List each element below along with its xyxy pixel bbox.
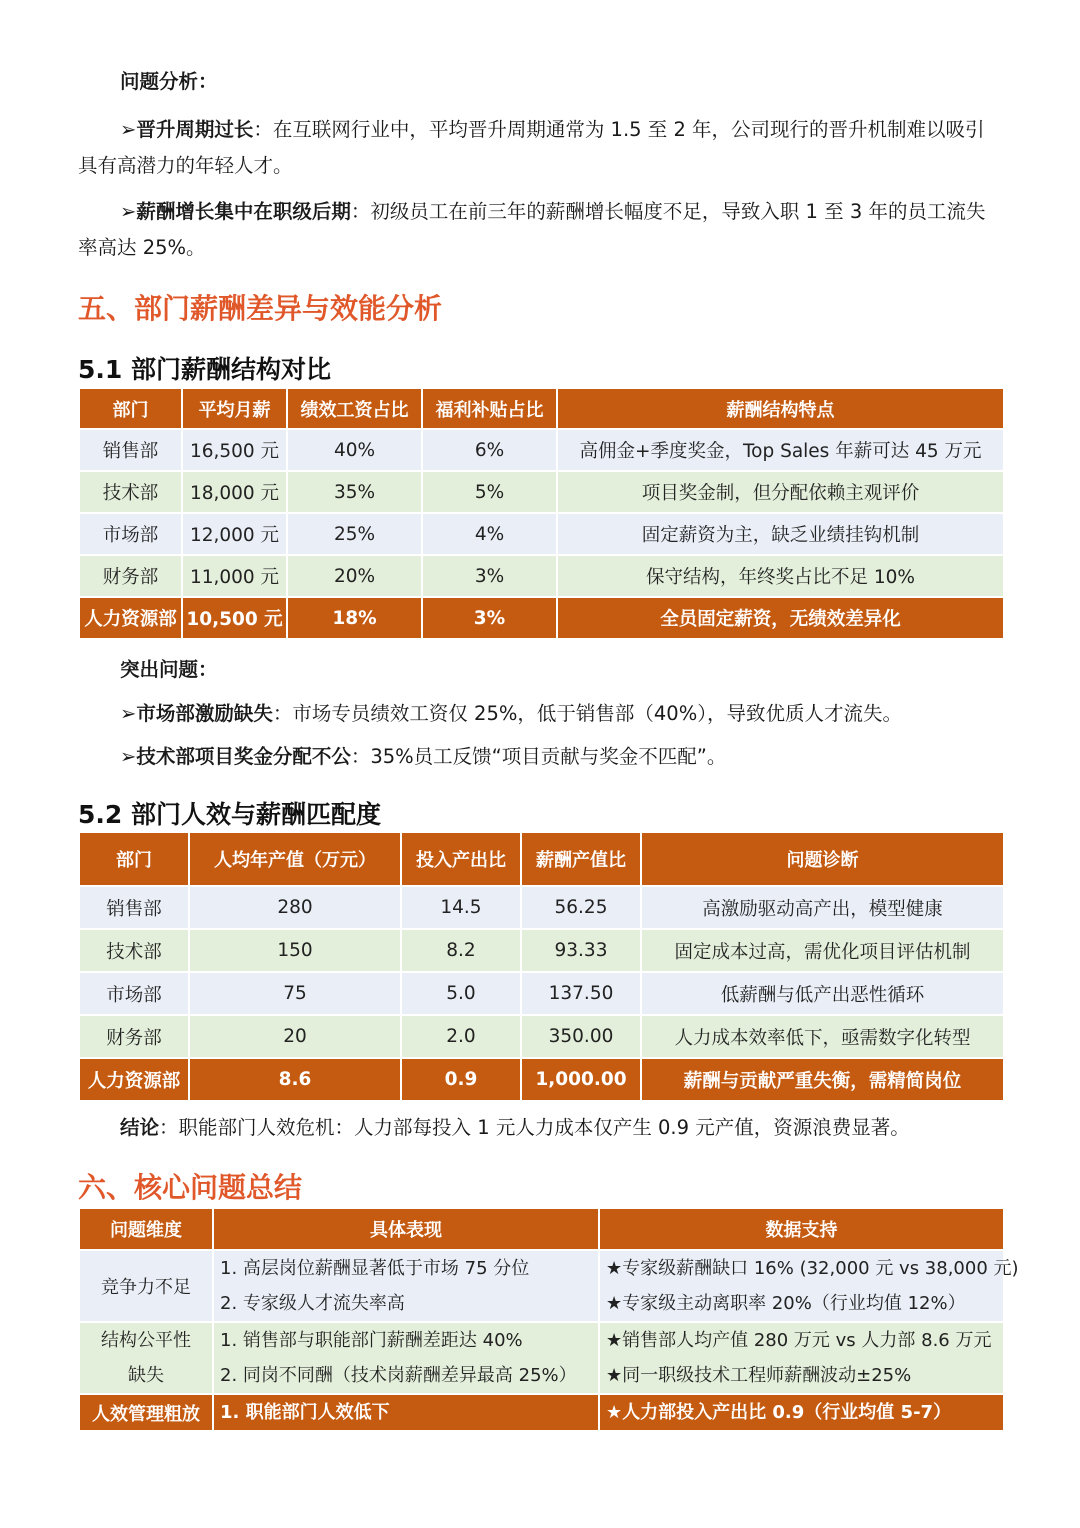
- data-support-cell: [599, 1394, 1004, 1431]
- table-cell: 保守结构，年终奖占比不足 10%: [557, 555, 1004, 597]
- conclusion-title: 结论: [120, 1116, 160, 1139]
- column-header: 薪酬结构特点: [557, 388, 1004, 429]
- issue-1-text: ：市场专员绩效工资仅 25%，低于销售部（40%），导致优质人才流失。: [272, 702, 902, 725]
- table-cell: 市场部: [79, 972, 189, 1015]
- table-cell: 1,000.00: [521, 1058, 641, 1101]
- table-cell: 6%: [422, 429, 557, 471]
- table-row: [79, 429, 1004, 471]
- table-row: [79, 1322, 1004, 1394]
- table-cell: 5.0: [401, 972, 521, 1015]
- table-cell: 20%: [287, 555, 422, 597]
- data-support-line: ★专家级主动离职率 20%（行业均值 12%）: [606, 1293, 966, 1314]
- table-cell: 40%: [287, 429, 422, 471]
- table-cell: 财务部: [79, 555, 182, 597]
- efficiency-table-wrap: [78, 831, 1005, 1102]
- dimension-cell: 结构公平性缺失: [79, 1322, 213, 1394]
- table-cell: 18%: [287, 597, 422, 639]
- summary-table: [78, 1207, 1019, 1432]
- analysis-point-1: [78, 112, 1003, 184]
- table-row: [79, 1250, 1004, 1322]
- issue-2: [78, 739, 1003, 775]
- table-row: [79, 1015, 1004, 1058]
- performance-line: 1. 销售部与职能部门薪酬差距达 40%: [220, 1330, 523, 1351]
- performance-cell: [213, 1394, 599, 1431]
- analysis-point-1-text: ：在互联网行业中，平均晋升周期通常为 1.5 至 2 年，公司现行的晋升机制难以吸引具有高潜力的年轻人才。: [78, 118, 985, 177]
- column-header: 绩效工资占比: [287, 388, 422, 429]
- table-cell: 市场部: [79, 513, 182, 555]
- column-header: 薪酬产值比: [521, 832, 641, 886]
- performance-cell: [213, 1250, 599, 1322]
- analysis-heading: 问题分析：: [120, 70, 218, 93]
- issues-heading: 突出问题：: [120, 658, 218, 681]
- table-cell: 固定成本过高，需优化项目评估机制: [641, 929, 1004, 972]
- table-cell: 16,500 元: [182, 429, 287, 471]
- table-cell: 137.50: [521, 972, 641, 1015]
- table-cell: 人力成本效率低下，亟需数字化转型: [641, 1015, 1004, 1058]
- table-cell: 25%: [287, 513, 422, 555]
- table-cell: 75: [189, 972, 401, 1015]
- table-cell: 销售部: [79, 886, 189, 929]
- table-row: [79, 555, 1004, 597]
- analysis-point-2-title: ➢薪酬增长集中在职级后期: [120, 200, 351, 223]
- column-header: 部门: [79, 832, 189, 886]
- column-header: 问题维度: [79, 1208, 213, 1250]
- table-cell: 低薪酬与低产出恶性循环: [641, 972, 1004, 1015]
- table-cell: 8.6: [189, 1058, 401, 1101]
- table-cell: 2.0: [401, 1015, 521, 1058]
- data-support-cell: [599, 1250, 1019, 1322]
- table-header-row: [79, 1208, 1004, 1250]
- table-cell: 20: [189, 1015, 401, 1058]
- data-support-cell: [599, 1322, 1004, 1394]
- performance-line: 1. 高层岗位薪酬显著低于市场 75 分位: [220, 1258, 530, 1279]
- table-cell: 固定薪资为主，缺乏业绩挂钩机制: [557, 513, 1004, 555]
- table-cell: 技术部: [79, 471, 182, 513]
- table-cell: 项目奖金制，但分配依赖主观评价: [557, 471, 1004, 513]
- performance-cell: [213, 1322, 599, 1394]
- table-cell: 全员固定薪资，无绩效差异化: [557, 597, 1004, 639]
- performance-line: 2. 同岗不同酬（技术岗薪酬差异最高 25%）: [220, 1365, 577, 1386]
- issue-2-text: ：35%员工反馈“项目贡献与奖金不匹配”。: [350, 745, 727, 768]
- column-header: 平均月薪: [182, 388, 287, 429]
- table-cell: 人力资源部: [79, 1058, 189, 1101]
- column-header: 福利补贴占比: [422, 388, 557, 429]
- table-cell: 高激励驱动高产出，模型健康: [641, 886, 1004, 929]
- salary-structure-table: [78, 387, 1005, 640]
- analysis-point-2-text: ：初级员工在前三年的薪酬增长幅度不足，导致入职 1 至 3 年的员工流失率高达 25%。: [78, 200, 986, 259]
- section-6-title: 六、核心问题总结: [78, 1171, 303, 1204]
- efficiency-table: [78, 831, 1005, 1102]
- table-cell: 14.5: [401, 886, 521, 929]
- table-cell: 280: [189, 886, 401, 929]
- table-row: [79, 929, 1004, 972]
- data-support-line: ★销售部人均产值 280 万元 vs 人力部 8.6 万元: [606, 1330, 992, 1351]
- table-cell: 18,000 元: [182, 471, 287, 513]
- table-cell: 3%: [422, 597, 557, 639]
- table-header-row: [79, 832, 1004, 886]
- column-header: 人均年产值（万元）: [189, 832, 401, 886]
- issue-1: [78, 696, 1003, 732]
- table-cell: 12,000 元: [182, 513, 287, 555]
- column-header: 部门: [79, 388, 182, 429]
- performance-line: 2. 专家级人才流失率高: [220, 1293, 405, 1314]
- analysis-point-1-title: ➢晋升周期过长: [120, 118, 254, 141]
- summary-table-wrap: [78, 1207, 1019, 1432]
- column-header: 投入产出比: [401, 832, 521, 886]
- analysis-block: [78, 64, 1003, 266]
- column-header: 数据支持: [599, 1208, 1004, 1250]
- table-cell: 财务部: [79, 1015, 189, 1058]
- table-row: [79, 1058, 1004, 1101]
- table-cell: 150: [189, 929, 401, 972]
- table-cell: 11,000 元: [182, 555, 287, 597]
- data-support-line: ★同一职级技术工程师薪酬波动±25%: [606, 1365, 912, 1386]
- section-5-2-title: 5.2 部门人效与薪酬匹配度: [78, 800, 381, 829]
- table-row: [79, 597, 1004, 639]
- table-row: [79, 1394, 1004, 1431]
- table-cell: 销售部: [79, 429, 182, 471]
- table-cell: 技术部: [79, 929, 189, 972]
- table-cell: 35%: [287, 471, 422, 513]
- issue-1-title: ➢市场部激励缺失: [120, 702, 273, 725]
- table-cell: 5%: [422, 471, 557, 513]
- table-row: [79, 972, 1004, 1015]
- issue-2-title: ➢技术部项目奖金分配不公: [120, 745, 351, 768]
- table-cell: 高佣金+季度奖金，Top Sales 年薪可达 45 万元: [557, 429, 1004, 471]
- analysis-point-2: [78, 194, 1003, 266]
- dimension-cell: 竞争力不足: [79, 1250, 213, 1322]
- table-row: [79, 471, 1004, 513]
- data-support-line: ★人力部投入产出比 0.9（行业均值 5-7）: [606, 1402, 952, 1423]
- column-header: 具体表现: [213, 1208, 599, 1250]
- table-header-row: [79, 388, 1004, 429]
- table-row: [79, 513, 1004, 555]
- data-support-line: ★专家级薪酬缺口 16% (32,000 元 vs 38,000 元): [606, 1258, 1019, 1279]
- table-cell: 8.2: [401, 929, 521, 972]
- table-row: [79, 886, 1004, 929]
- table-cell: 10,500 元: [182, 597, 287, 639]
- table-cell: 0.9: [401, 1058, 521, 1101]
- section-5-title: 五、部门薪酬差异与效能分析: [78, 292, 443, 325]
- section-5-1-title: 5.1 部门薪酬结构对比: [78, 355, 331, 384]
- performance-line: 1. 职能部门人效低下: [220, 1402, 390, 1423]
- dimension-cell: 人效管理粗放: [79, 1394, 213, 1431]
- table-cell: 56.25: [521, 886, 641, 929]
- table-cell: 薪酬与贡献严重失衡，需精简岗位: [641, 1058, 1004, 1101]
- salary-structure-table-wrap: [78, 387, 1005, 640]
- table-cell: 3%: [422, 555, 557, 597]
- table-cell: 人力资源部: [79, 597, 182, 639]
- table-cell: 93.33: [521, 929, 641, 972]
- conclusion-text: ：职能部门人效危机：人力部每投入 1 元人力成本仅产生 0.9 元产值，资源浪费显著。: [159, 1116, 910, 1139]
- table-cell: 350.00: [521, 1015, 641, 1058]
- table-cell: 4%: [422, 513, 557, 555]
- conclusion: [78, 1110, 1003, 1146]
- column-header: 问题诊断: [641, 832, 1004, 886]
